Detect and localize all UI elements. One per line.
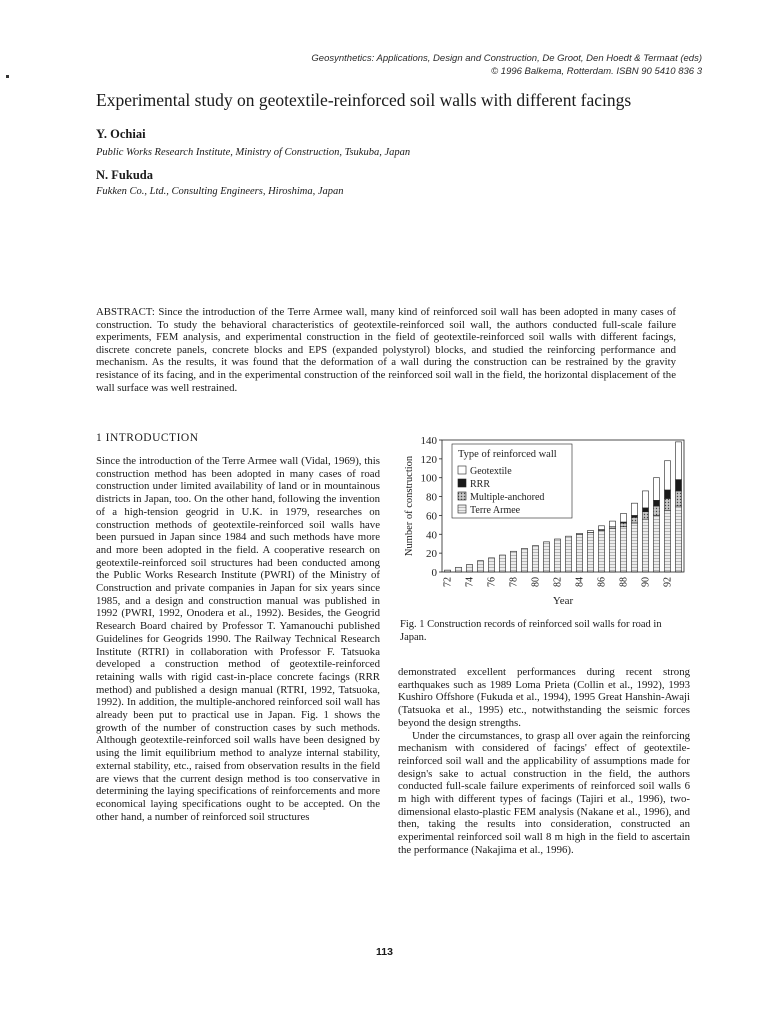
bar-segment-terre <box>532 546 538 572</box>
bar-segment-terre <box>510 551 516 572</box>
body-left-column: Since the introduction of the Terre Armee wall (Vidal, 1969), this construction method has been adopted in many cases of road construction under limited availability of land or in mountainous districts in Japan, too. On the other hand, following the invention of a high-tension geogrid in U.K. in 1979, researches on construction methods of geotextile-reinforced soil walls have been pursued in Japan since 1984 and such methods have more and more been adopted in the field. A cooperative research on geotextile-reinforced soil structures had been conducted among the Public Works Research Institute (PWRI) of the Ministry of Construction and private companies in Japan for six years since 1985, and a design and construction manual was published in 1992 (PWRI, 1992, Onodera et al., 1992). Besides, the Geogrid Research Board chaired by Professor T. Yamanouchi published Guidelines for Geogrids 1990. The Railway Technical Research Institute (RTRI) in collaboration with Professor F. Tatsuoka developed a construction method of geotextile-reinforced retaining walls with rigid cast-in-place concrete facings (RRR method) and published a design manual (RTRI, 1992, Tatsuoka, 1992). In addition, the multiple-anchored reinforced soil wall has already been put to practical use in Japan. Fig. 1 shows the growth of the number of construction cases by such methods. Although geotextile-reinforced soil walls have been designed by using the limit equilibrium method to analyze internal stability, external stability, etc., raised from observation results in the field are views that the current design method is too conservative in determining the laying specifications of reinforcements and more economical laying specifications ought to be accepted. On the other hand, a number of reinforced soil structures <box>96 455 380 823</box>
bar-segment-terre <box>653 515 659 572</box>
body-right-column <box>398 666 690 857</box>
legend-swatch-rrr <box>458 479 466 487</box>
x-tick-label: 90 <box>640 577 652 587</box>
bar-segment-multi <box>631 517 637 523</box>
legend-swatch-terre <box>458 505 466 513</box>
legend-swatch-multi <box>458 492 466 500</box>
y-axis-title: Number of construction <box>404 455 415 557</box>
bar-segment-geo <box>675 442 681 480</box>
bar-segment-geo <box>642 491 648 508</box>
legend-label-geo: Geotextile <box>470 466 512 477</box>
y-tick-label: 60 <box>426 510 437 523</box>
bar-segment-terre <box>609 529 615 572</box>
legend-label-rrr: RRR <box>470 479 491 490</box>
bar-segment-terre <box>576 534 582 572</box>
right-paragraph-2: Under the circumstances, to grasp all over again the reinforcing mechanism with considered of facings' effect of geotextile-reinforced soil wall and the applicability of assumptions made for design's sake to actual construction in the field, the authors conducted full-scale failure experiments of reinforced soil walls 6 m high with different types of facings (Tajiri et al., 1996), two-dimensional elasto-plastic FEM analysis (Nakane et al., 1996), and then, taking the results into consideration, constructed an experimental reinforced soil wall 8 m high in the field to ascertain the performance (Nakajima et al., 1996). <box>398 729 690 856</box>
bar-segment-geo <box>653 478 659 501</box>
y-tick-label: 20 <box>426 548 437 561</box>
bar-segment-rrr <box>664 490 670 498</box>
x-tick-label: 82 <box>552 577 564 587</box>
paper-title: Experimental study on geotextile-reinforced soil walls with different facings <box>96 90 632 110</box>
author-name-2: N. Fukuda <box>96 168 153 182</box>
x-tick-label: 76 <box>486 577 498 587</box>
bar-segment-rrr <box>642 508 648 512</box>
y-tick-label: 40 <box>426 529 437 542</box>
bar-segment-geo <box>620 514 626 522</box>
abstract: ABSTRACT: Since the introduction of the Terre Armee wall, many kind of reinforced soil wall has been adopted in many cases of construction. To study the behavioral characteristics of geotextile-reinforced soil wall, the authors conducted full-scale failure experiments, FEM analysis, and experimental construction in the field of geotextile-reinforced soil walls with different facings, discrete concrete panels, concrete blocks and EPS (expanded polystyrol) blocks, and studied the reinforcing performance and mechanism. As the results, it was found that the deformation of a wall during the construction can be restrained by the gravity resistance of its facing, and in the experimental construction of the reinforced soil wall in the field, the horizontal displacement of the wall surface was well restrained. <box>96 306 676 394</box>
figure-caption: Fig. 1 Construction records of reinforced soil walls for road in Japan. <box>400 619 662 643</box>
scan-speck <box>6 75 9 78</box>
bar-segment-multi <box>664 498 670 510</box>
x-tick-label: 80 <box>530 577 542 587</box>
x-tick-label: 78 <box>508 577 520 587</box>
right-paragraph-1: demonstrated excellent performances during recent strong earthquakes such as 1989 Loma Prieta (Collin et al., 1992), 1993 Kushiro Offshore (Fukuda et al., 1994), 1995 Great Hanshin-Awaji (Tatsuoka et al., 1995) etc., notwithstanding the seismic forces beyond the design strengths. <box>398 666 690 729</box>
bar-segment-geo <box>587 531 593 533</box>
bar-segment-geo <box>664 461 670 490</box>
bar-segment-terre <box>488 558 494 572</box>
author-affiliation-1: Public Works Research Institute, Ministry of Construction, Tsukuba, Japan <box>96 147 411 158</box>
bar-segment-multi <box>675 491 681 506</box>
section-heading: 1 INTRODUCTION <box>96 432 199 444</box>
y-tick-label: 100 <box>420 472 437 485</box>
bar-segment-terre <box>664 511 670 572</box>
source-line-1: Geosynthetics: Applications, Design and Construction, De Groot, Den Hoedt & Termaat (eds) <box>311 53 702 64</box>
x-tick-label: 74 <box>464 577 476 587</box>
bar-segment-geo <box>609 521 615 527</box>
x-tick-label: 86 <box>596 577 608 587</box>
bar-segment-multi <box>620 523 626 527</box>
x-tick-label: 92 <box>662 577 674 587</box>
bar-segment-multi <box>653 506 659 515</box>
bar-segment-terre <box>543 542 549 572</box>
x-tick-label: 72 <box>442 577 454 587</box>
bar-segment-rrr <box>653 500 659 506</box>
bar-segment-geo <box>598 526 604 530</box>
chart-svg <box>400 432 690 607</box>
bar-segment-terre <box>477 561 483 572</box>
bar-segment-terre <box>642 519 648 572</box>
bar-segment-terre <box>565 536 571 572</box>
y-tick-label: 0 <box>431 567 437 579</box>
y-tick-label: 140 <box>420 435 437 447</box>
x-axis-title: Year <box>552 595 574 607</box>
x-tick-label: 88 <box>618 577 630 587</box>
bar-segment-terre <box>466 564 472 572</box>
y-tick-label: 120 <box>420 453 437 466</box>
bar-segment-geo <box>576 533 582 534</box>
bar-segment-rrr <box>675 480 681 491</box>
bar-segment-geo <box>631 503 637 515</box>
author-name-1: Y. Ochiai <box>96 127 146 141</box>
legend-title: Type of reinforced wall <box>458 449 557 460</box>
bar-segment-terre <box>631 523 637 572</box>
source-line-2: © 1996 Balkema, Rotterdam. ISBN 90 5410 836 3 <box>491 66 702 77</box>
construction-records-chart <box>400 432 690 607</box>
bar-segment-terre <box>499 555 505 572</box>
legend-label-terre: Terre Armee <box>470 505 521 516</box>
legend-swatch-geo <box>458 466 466 474</box>
bar-segment-terre <box>587 532 593 572</box>
x-tick-label: 84 <box>574 577 586 587</box>
bar-segment-terre <box>675 506 681 572</box>
bar-segment-multi <box>642 512 648 520</box>
bar-segment-terre <box>598 531 604 572</box>
page-number: 113 <box>376 946 393 958</box>
legend-label-multi: Multiple-anchored <box>470 492 545 503</box>
bar-segment-terre <box>521 548 527 572</box>
bar-segment-terre <box>620 527 626 572</box>
y-tick-label: 80 <box>426 491 437 504</box>
bar-segment-terre <box>455 567 461 572</box>
bar-segment-terre <box>554 539 560 572</box>
author-affiliation-2: Fukken Co., Ltd., Consulting Engineers, Hiroshima, Japan <box>96 186 344 197</box>
